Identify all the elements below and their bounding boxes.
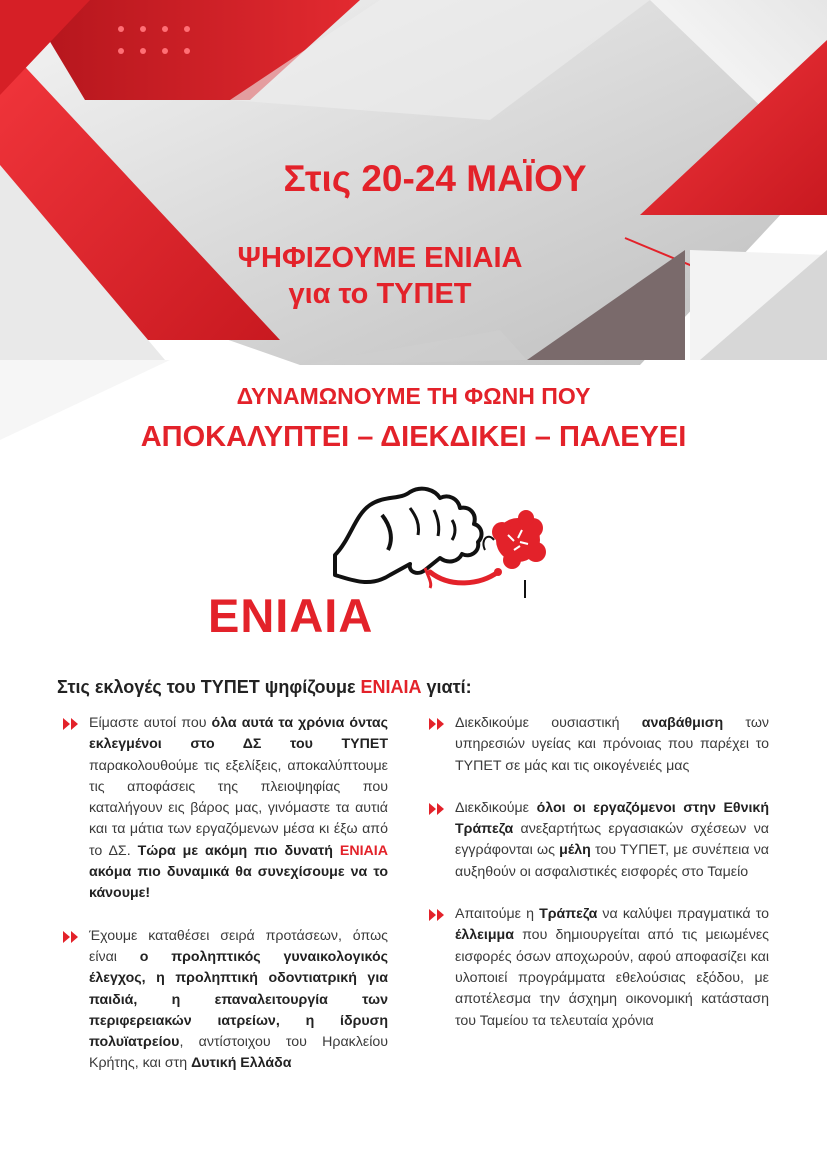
bold-text: ο προληπτικός γυναικολογικός έλεγχος, η προληπτική οδοντιατρική για παιδιά, η επαναλειτουργία των περιφερειακών ιατρείων, η ίδρυση πολυϊατρείου: [89, 948, 388, 1051]
bullet-item: [429, 798, 769, 883]
bullet-text: [89, 926, 388, 1075]
election-date-heading: Στις 20-24 ΜΑΪΟΥ: [283, 158, 587, 199]
text-run: Διεκδικούμε ουσιαστική: [455, 715, 642, 731]
bold-text: όλοι οι εργαζόμενοι στην Εθνική Τράπεζα: [455, 799, 769, 838]
bullet-item: [63, 926, 388, 1075]
intro-sentence: [57, 677, 472, 698]
bullet-text: [455, 713, 769, 777]
right-column: [429, 713, 769, 1053]
bullet-text: [89, 713, 388, 905]
text-run: παρακολουθούμε τις εξελίξεις, αποκαλύπτουμε τις αποφάσεις της πλειοψηφίας που καταλήγουν εις βάρος μας, γινόμαστε τα αυτιά και τα μάτια των εργαζόμενων μέσα κι έξω από το ΔΣ.: [89, 757, 388, 859]
text-run: Είμαστε αυτοί που: [89, 715, 212, 731]
slogan-line-2: ΑΠΟΚΑΛΥΠΤΕΙ – ΔΙΕΚΔΙΚΕΙ – ΠΑΛΕΥΕΙ: [140, 421, 687, 453]
logo-text: ΕΝΙΑΙΑ: [208, 589, 374, 642]
slogan-line-1: ΔΥΝΑΜΩΝΟΥΜΕ ΤΗ ΦΩΝΗ ΠΟΥ: [236, 383, 591, 409]
bullet-text: [455, 798, 769, 883]
bullet-item: [63, 713, 388, 905]
text-run: Έχουμε καταθέσει σειρά προτάσεων, όπως είναι: [89, 927, 388, 965]
text-run: που δημιουργείται από τις μειωμένες εισφορές όσων αποχωρούν, αφού αποφασίζει και υλοποιεί προγράμματα εθελούσιας εξόδου, με αποτέλεσμα την άσχημη οικονομική κατάσταση του Ταμείου τα τελευταία χρόνια: [455, 927, 769, 1029]
text-run: του ΤΥΠΕΤ, με συνέπεια να αυξηθούν οι ασφαλιστικές εισφορές στο Ταμείο: [455, 842, 769, 880]
bullet-text: [455, 904, 769, 1032]
bullet-item: [429, 904, 769, 1032]
text-run: , αντίστοιχου του Ηρακλείου Κρήτης, και στη: [89, 1034, 388, 1072]
text-run: να καλύψει πραγματικά το: [597, 906, 770, 923]
double-chevron-right-icon: [63, 931, 81, 943]
bold-text: όλα αυτά τα χρόνια όντας εκλεγμένοι στο ΔΣ του ΤΥΠΕΤ: [89, 715, 388, 753]
bold-text: μέλη: [559, 842, 591, 859]
left-column: [63, 713, 388, 1096]
double-chevron-right-icon: [63, 718, 81, 730]
bold-text: Τράπεζα: [539, 906, 598, 923]
vote-heading: [180, 240, 580, 312]
double-chevron-right-icon: [429, 803, 447, 815]
bullet-item: [429, 713, 769, 777]
vote-line-2: για το ΤΥΠΕΤ: [288, 278, 472, 310]
bold-text: Δυτική Ελλάδα: [191, 1055, 292, 1072]
text-run: Διεκδικούμε: [455, 799, 537, 816]
text-run: Απαιτούμε η: [455, 906, 540, 923]
vote-line-1: ΨΗΦΙΖΟΥΜΕ ΕΝΙΑΙΑ: [237, 242, 523, 274]
double-chevron-right-icon: [429, 718, 447, 730]
text-run: των υπηρεσιών υγείας και πρόνοιας που παρέχει το ΤΥΠΕΤ σε μάς και τις οικογένειές μας: [455, 715, 769, 774]
bold-text: ακόμα πιο δυναμικά θα συνεχίσουμε να το κάνουμε!: [89, 864, 388, 902]
intro-text-end: γιατί:: [421, 677, 472, 697]
double-chevron-right-icon: [429, 909, 447, 921]
intro-text: Στις εκλογές του ΤΥΠΕΤ ψηφίζουμε: [57, 677, 361, 697]
text-run: ανεξαρτήτως εργασιακών σχέσεων να εγγράφονται ως: [455, 821, 769, 859]
bold-text: αναβάθμιση: [641, 715, 724, 731]
bold-text: Τώρα με ακόμη πιο δυνατή: [137, 842, 340, 859]
intro-highlight: ΕΝΙΑΙΑ: [360, 677, 422, 697]
highlight-text: ΕΝΙΑΙΑ: [339, 842, 388, 859]
bold-text: έλλειμμα: [455, 927, 514, 944]
